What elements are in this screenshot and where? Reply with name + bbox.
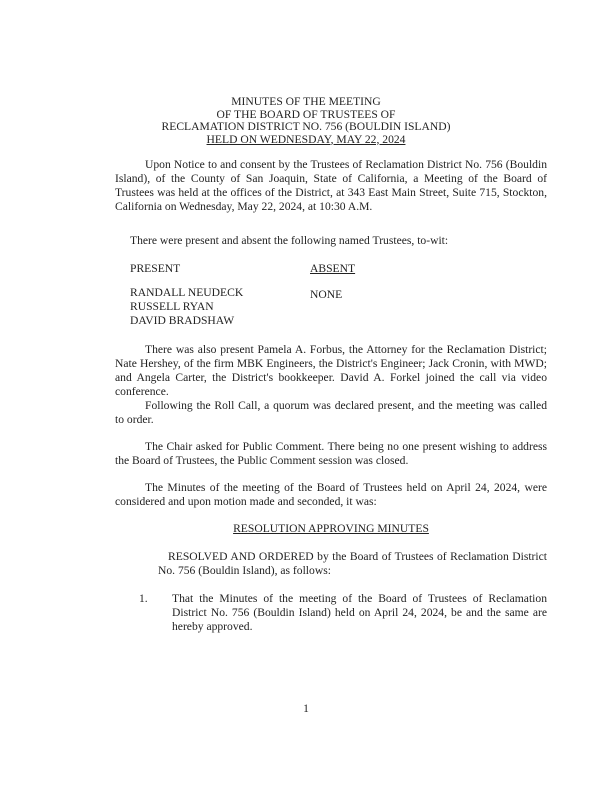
public-comment-paragraph: The Chair asked for Public Comment. There being no one present wishing to address the Board of Trustees, the Public Comment session was closed. [115,440,547,467]
minutes-intro-paragraph: The Minutes of the meeting of the Board of Trustees held on April 24, 2024, were considered and upon motion made and seconded, it was: [115,481,547,508]
header-line-3: RECLAMATION DISTRICT NO. 756 (BOULDIN ISLAND) [161,120,451,133]
present-trustee: RUSSELL RYAN [130,300,214,313]
header-line-4: HELD ON WEDNESDAY, MAY 22, 2024 [206,132,406,146]
present-trustee: RANDALL NEUDECK [130,286,244,299]
page-number: 1 [303,702,309,715]
resolved-paragraph [158,550,547,578]
absent-trustee: NONE [310,288,343,301]
resolved-text: RESOLVED AND ORDERED by the Board of Trustees of Reclamation District No. 756 (Bouldin Island), as follows: [158,550,547,577]
also-present-paragraph: There was also present Pamela A. Forbus, the Attorney for the Reclamation District; Nate Hershey, of the firm MBK Engineers, the District's Engineer; Jack Cronin, with MWD; and Angela Carter, the District's bookkeeper. David A. Forkel joined the call via video conference. [115,343,547,398]
present-intro: There were present and absent the following named Trustees, to-wit: [130,234,449,247]
header-line-1: MINUTES OF THE MEETING [231,95,381,108]
absent-heading: ABSENT [310,262,356,275]
item-number: 1. [139,592,148,605]
present-trustee: DAVID BRADSHAW [130,314,235,327]
document-header [100,96,512,146]
present-heading: PRESENT [130,262,181,275]
resolution-item: That the Minutes of the meeting of the Board of Trustees of Reclamation District No. 756 (Bouldin Island) held on April 24, 2024, be and the same are hereby approved. [172,592,547,633]
intro-paragraph: Upon Notice to and consent by the Trustees of Reclamation District No. 756 (Bouldin Island), of the County of San Joaquin, State of California, a Meeting of the Board of Trustees was held at the offices of the District, at 343 East Main Street, Suite 715, Stockton, California on Wednesday, May 22, 2024, at 10:30 A.M. [115,158,547,213]
header-line-2: OF THE BOARD OF TRUSTEES OF [216,107,396,121]
resolution-title: RESOLUTION APPROVING MINUTES [233,522,429,535]
roll-call-paragraph: Following the Roll Call, a quorum was declared present, and the meeting was called to order. [115,399,547,426]
